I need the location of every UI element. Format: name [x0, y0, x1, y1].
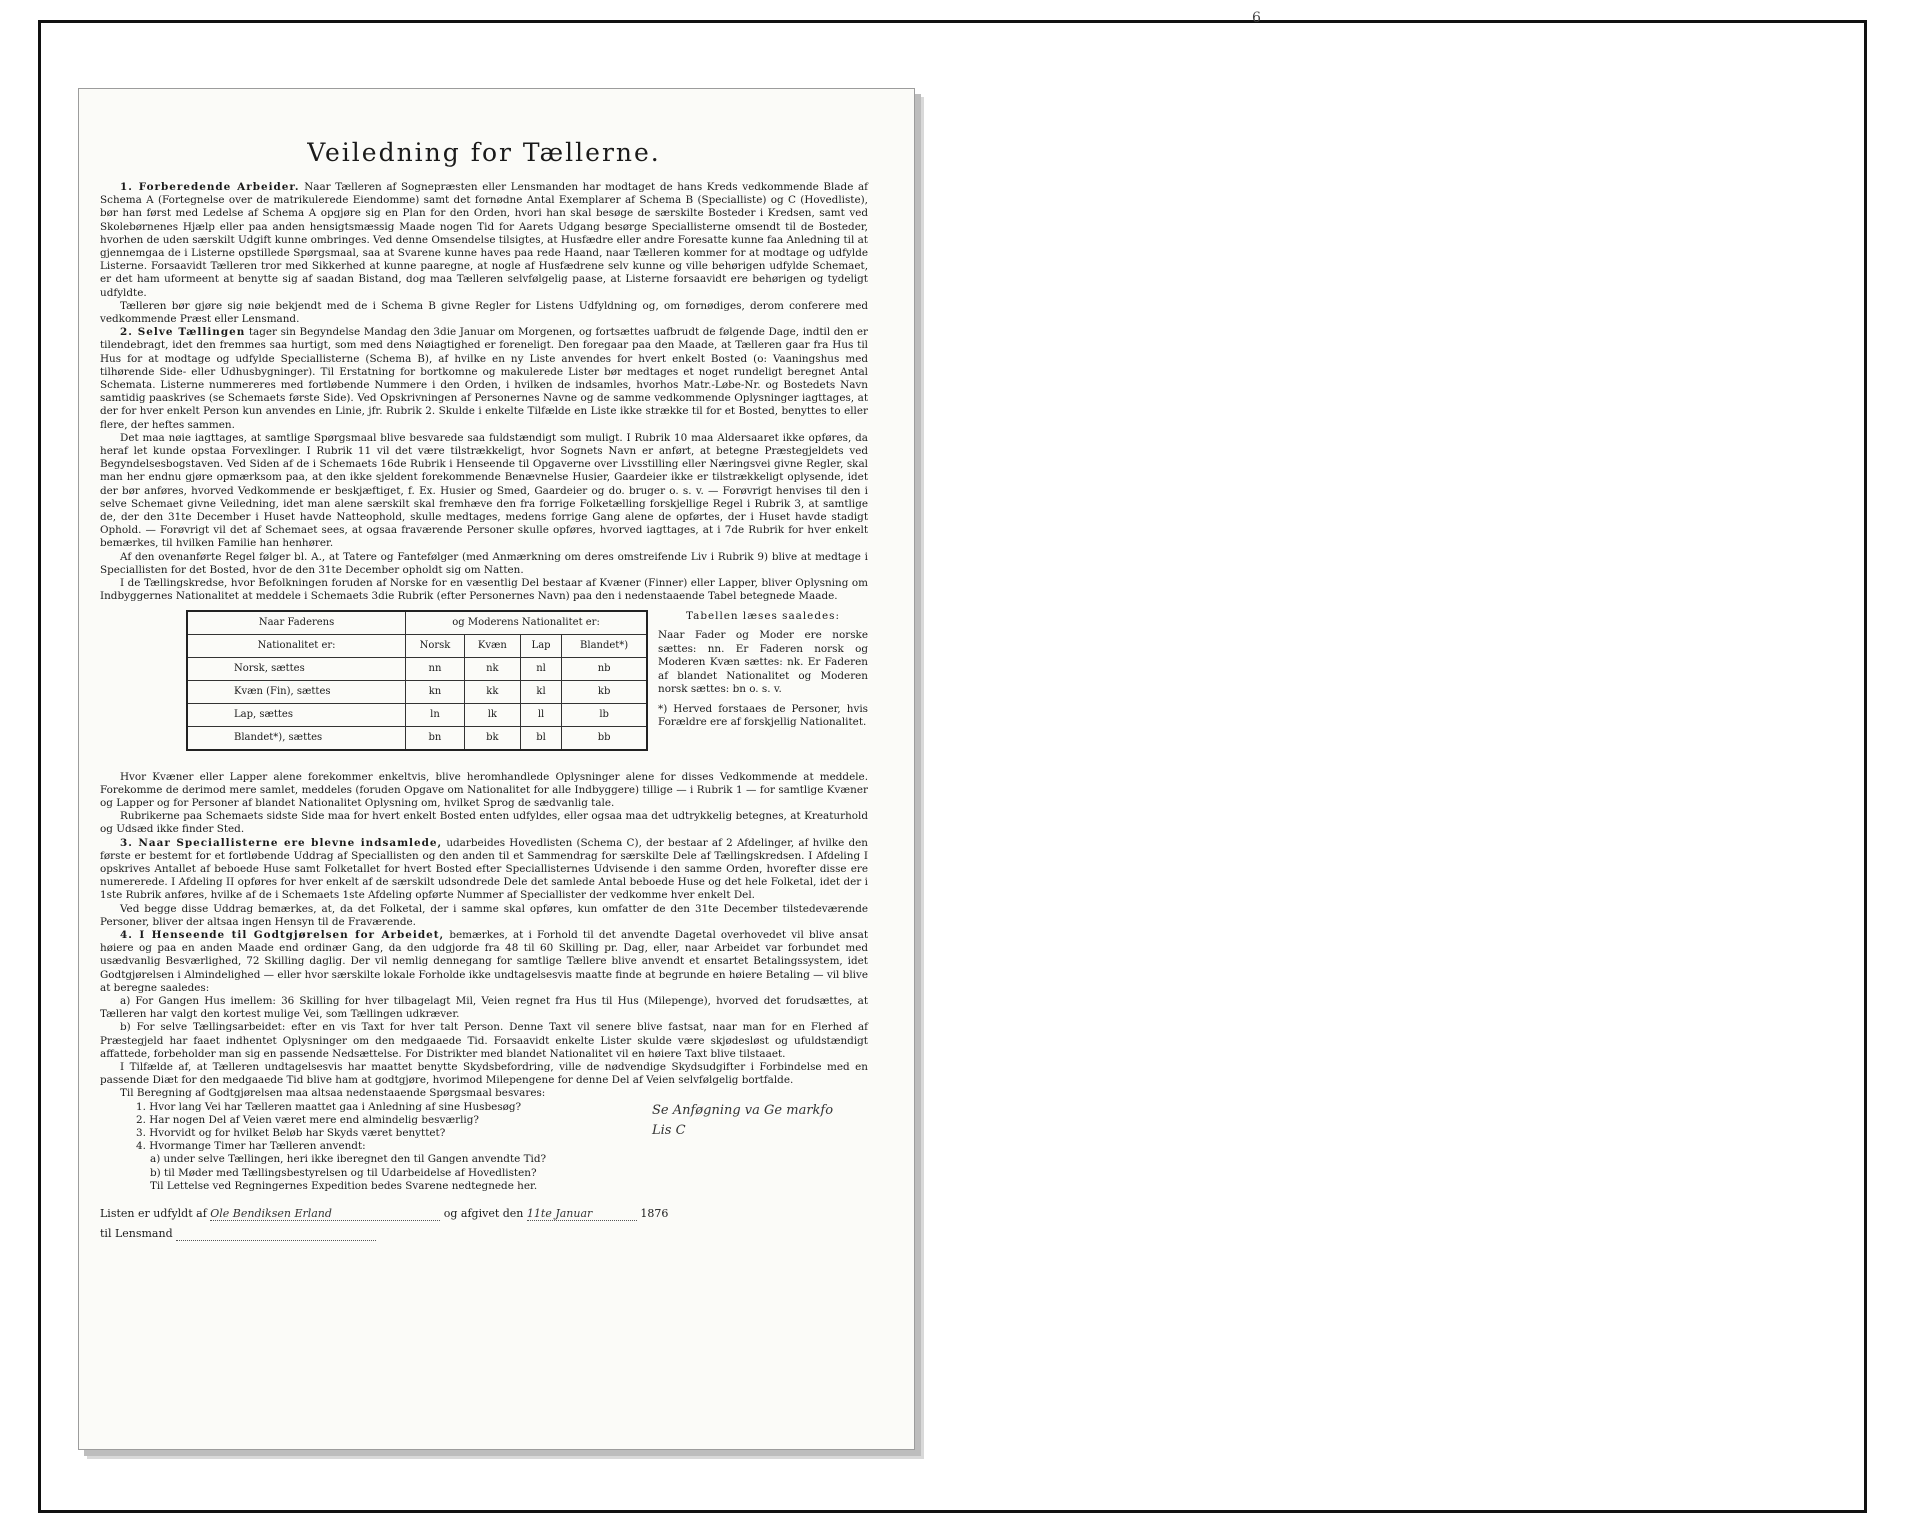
section-1-text: Naar Tælleren af Sognepræsten eller Lensmanden har modtaget de hans Kreds vedkommende Blade af Schema A (Fortegnelse over de matrikulerede Eiendomme) samt det fornødne Antal Exemplarer af Schema B (Specialliste) og C (Hovedliste), bør han først med Ledelse af Schema A opgjøre sig en Plan for den Orden, hvori han skal besøge de særskilte Bosteder i Kredsen, samt ved Skolebørnenes Hjælp eller paa anden hensigtsmæssig Maade nogen Tid for Aarets Udgang besørge Speciallisterne omsendt til de Bosteder, hvorhen de uden særskilt Udgift kunne ombringes. Ved denne Omsendelse tilsigtes, at Husfædre eller andre Foresatte kunne faa Anledning til at gjennemgaa de i Listerne opstillede Spørgsmaal, saa at Svarene kunne haves paa rede Haand, naar Tælleren kommer for at modtage og udfylde Listerne. Forsaavidt Tælleren tror med Sikkerhed at kunne paaregne, at nogle af Husfædrene selv kunne og ville behørigen udfylde Schemaet, er det ham uformeent at benytte sig af saadan Bistand, dog maa Tælleren selvfølgelig paase, at Listerne forsaavidt ere behørigen og tydeligt udfyldte.	[100, 181, 869, 299]
table-cell: nk	[464, 657, 520, 680]
question-item: 2. Har nogen Del af Veien været mere end almindelig besværlig?	[136, 1113, 479, 1126]
section-3-heading: 3. Naar Speciallisterne ere blevne indsamlede,	[120, 836, 443, 849]
question-item: 3. Hvorvidt og for hvilket Beløb har Skyds været benyttet?	[136, 1126, 446, 1139]
section-1-heading: 1. Forberedende Arbeider.	[120, 181, 300, 193]
table-cell: nn	[406, 657, 465, 680]
table-row	[187, 680, 647, 703]
section-4-heading: 4. I Henseende til Godtgjørelsen for Arbeidet,	[120, 928, 445, 941]
section-2-text4: I de Tællingskredse, hvor Befolkningen foruden af Norske for en væsentlig Del bestaar af Kvæner (Finner) eller Lapper, bliver Oplysning om Indbyggernes Nationalitet at meddele i Schemaets 3die Rubrik (efter Personernes Navn) paa den i nedenstaaende Tabel betegnede Maade.	[100, 577, 868, 603]
table-cell: kl	[520, 680, 561, 703]
nationality-table-area	[100, 610, 868, 765]
lensmand-line	[100, 1227, 868, 1241]
document-title: Veiledning for Tællerne.	[307, 138, 661, 167]
section-2	[100, 326, 868, 432]
question-item: 4. Hvormange Timer har Tælleren anvendt:	[136, 1140, 366, 1153]
table-cell: nl	[520, 657, 561, 680]
table-note-text: Naar Fader og Moder ere norske sættes: nn. Er Faderen norsk og Moderen Kvæn sættes: nk. Er Faderen af blandet Nationalitet og Moderen norsk sættes: bn o. s. v.	[658, 629, 868, 695]
table-row	[187, 657, 647, 680]
signature-year: 1876	[640, 1207, 669, 1220]
section-4-item-a: a) For Gangen Hus imellem: 36 Skilling for hver tilbagelagt Mil, Veien regnet fra Hus til Hus (Milepenge), hvorved det forudsættes, at Tælleren har valgt den kortest mulige Vei, som Tællingen udkræver.	[100, 994, 868, 1021]
table-row	[187, 703, 647, 726]
after-table-text2: Rubrikerne paa Schemaets sidste Side maa for hvert enkelt Bosted enten udfyldes, eller ogsaa maa det udtrykkelig betegnes, at Kreaturhold og Udsæd ikke finder Sted.	[100, 810, 868, 836]
table-col-header: Lap	[520, 634, 561, 657]
section-4-item-b: b) For selve Tællingsarbeidet: efter en vis Taxt for hver talt Person. Denne Taxt vil senere blive fastsat, naar man for en Flerhed af Præstegjeld har faaet indhentet Oplysninger om den medgaaede Tid. Forsaavidt enkelte Lister skulde være skjødesløst og ufuldstændigt affattede, forbeholder man sig en passende Nedsættelse. For Distrikter med blandet Nationalitet vil en høiere Taxt blive tilstaaet.	[100, 1021, 868, 1060]
questions-area	[100, 1101, 868, 1193]
scan-mark: 6	[1252, 10, 1261, 26]
table-col-header: Blandet*)	[562, 634, 647, 657]
signature-line	[100, 1207, 868, 1221]
table-header-right: og Moderens Nationalitet er:	[406, 611, 647, 635]
handwritten-answer: Se Anføgning va Ge markfo Lis C	[652, 1102, 834, 1138]
section-2-text: tager sin Begyndelse Mandag den 3die Januar om Morgenen, og fortsættes uafbrudt de følgende Dage, indtil den er tilendebragt, idet den fremmes saa hurtigt, som med dens Nøiagtighed er foreneligt. Den foregaar paa den Maade, at Tælleren gaar fra Hus til Hus for at modtage og udfylde Speciallisterne (Schema B), af hvilke en ny Liste anvendes for hvert enkelt Bosted (o: Vaaningshus med tilhørende Side- eller Udhusbygninger). Til Erstatning for bortkomne og makulerede Lister bør medtages et noget rundeligt beregnet Antal Schemata. Listerne nummereres med fortløbende Nummere i den Orden, i hvilken de indsamles, hvorhos Matr.-Løbe-Nr. og Bostedets Navn samtidig paaskrives (se Schemaets første Side). Ved Opskrivningen af Personernes Navne og de samme vedkommende Oplysninger iagttages, at der for hver enkelt Person kun anvendes en Linie, jfr. Rubrik 2. Skulde i enkelte Tilfælde en Liste ikke strække til for et Bosted, benyttes to eller flere, der heftes sammen.	[100, 326, 868, 431]
table-header-left-bottom: Nationalitet er:	[187, 634, 406, 657]
lensmand-label: til Lensmand	[100, 1227, 173, 1240]
table-cell: lb	[562, 703, 647, 726]
signature-prefix: Listen er udfyldt af	[100, 1207, 207, 1220]
table-cell: nb	[562, 657, 647, 680]
section-4-text3: Til Beregning af Godtgjørelsen maa altsaa nedenstaaende Spørgsmaal besvares:	[120, 1087, 546, 1100]
table-cell: kn	[406, 680, 465, 703]
table-note	[658, 610, 868, 736]
section-1	[100, 181, 868, 300]
table-col-header: Kvæn	[464, 634, 520, 657]
signature-date: 11te Januar	[527, 1207, 637, 1221]
table-footnote: *) Herved forstaaes de Personer, hvis Forældre ere af forskjellig Nationalitet.	[658, 702, 868, 728]
table-header-left-top: Naar Faderens	[187, 611, 406, 635]
table-cell: bb	[562, 726, 647, 750]
table-row-label: Blandet*), sættes	[187, 726, 406, 750]
section-4	[100, 929, 868, 995]
section-4-text: bemærkes, at i Forhold til det anvendte Dagetal overhovedet vil blive ansat høiere og paa en anden Maade end ordinær Gang, da den udgjorde fra 48 til 60 Skilling pr. Dag, eller, naar Arbeidet var forbundet med usædvanlig Besværlighed, 72 Skilling daglig. Der vil nemlig dennegang for samtlige Tællere blive anvendt et ensartet Betalingssystem, idet Godtgjørelsen i Almindelighed — eller hvor særskilte lokale Forholde ikke undtagelsesvis maatte finde at begrunde en høiere Betaling — vil blive at beregne saaledes:	[100, 928, 869, 994]
table-cell: kb	[562, 680, 647, 703]
section-2-text2: Det maa nøie iagttages, at samtlige Spørgsmaal blive besvarede saa fuldstændigt som muligt. I Rubrik 10 maa Aldersaaret ikke opføres, da heraf let kunde opstaa Forvexlinger. I Rubrik 11 vil det være tilstrækkeligt, hvor Sognets Navn er anført, at betegne Præstegjeldets ved Begyndelsesbogstaven. Ved Siden af de i Schemaets 16de Rubrik i Henseende til Opgaverne over Livsstilling eller Næringsvei givne Regler, skal man her endnu gjøre opmærksom paa, at den ikke sjeldent forekommende Benævnelse Husier, Gaardeier ikke er tilstrækkeligt oplysende, idet der bør anføres, hvorved Vedkommende er beskjæftiget, f. Ex. Husier og Smed, Gaardeier og do. bruger o. s. v. — Forøvrigt henvises til den i selve Schemaet givne Veiledning, idet man alene særskilt skal fremhæve den fra forrige Folketælling forskjellige Regel i Rubrik 3, at samtlige de, der den 31te December i Huset havde Natteophold, skulle medtages, medens forrige Gang alene de opførtes, der i Huset havde stadigt Ophold. — Forøvrigt vil det af Schemaet sees, at ogsaa fraværende Personer skulle opføres, hvorved iagttages, at i 7de Rubrik for hver enkelt bemærkes, til hvilken Familie han henhører.	[100, 431, 868, 550]
table-row-label: Kvæn (Fin), sættes	[187, 680, 406, 703]
table-cell: bn	[406, 726, 465, 750]
section-3-text2: Ved begge disse Uddrag bemærkes, at, da det Folketal, der i samme skal opføres, kun omfatter de den 31te December tilstedeværende Personer, bliver der altsaa ingen Hensyn til de Fraværende.	[100, 902, 868, 928]
table-cell: ll	[520, 703, 561, 726]
document-content	[100, 90, 868, 1400]
table-row	[187, 726, 647, 750]
lensmand-blank	[176, 1227, 376, 1241]
table-cell: bl	[520, 726, 561, 750]
table-row-label: Lap, sættes	[187, 703, 406, 726]
section-3-text: udarbeides Hovedlisten (Schema C), der bestaar af 2 Afdelinger, af hvilke den første er bestemt for et fortløbende Uddrag af Speciallisten og den anden til et Sammendrag for særskilte Dele af Tællingskredsen. I Afdeling I opskrives Antallet af beboede Huse samt Folketallet for hvert Bosted efter Speciallisternes Udvisende i den samme Orden, hvorefter disse ere numererede. I Afdeling II opføres for hver enkelt af de særskilt udsondrede Dele det samlede Antal beboede Huse og det hele Folketal, idet der i 1ste Rubrik anføres, hvilke af de i Schemaets 1ste Afdeling opførte Nummer af Speciallister der vedkomme hver enkelt Del.	[100, 836, 868, 902]
signature-name: Ole Bendiksen Erland	[210, 1207, 440, 1221]
nationality-table	[186, 610, 648, 751]
question-item: a) under selve Tællingen, heri ikke iberegnet den til Gangen anvendte Tid?	[150, 1153, 547, 1166]
question-item: b) til Møder med Tællingsbestyrelsen og til Udarbeidelse af Hovedlisten?	[150, 1166, 537, 1179]
table-col-header: Norsk	[406, 634, 465, 657]
section-4-text2: I Tilfælde af, at Tælleren undtagelsesvis har maattet benytte Skydsbefordring, ville de nødvendige Skydsudgifter i Forbindelse med en passende Diæt for den medgaaede Tid blive ham at godtgjøre, hvorimod Milepengene for denne Del af Veien selvfølgelig bortfalde.	[100, 1060, 868, 1087]
table-cell: lk	[464, 703, 520, 726]
section-2-text3: Af den ovenanførte Regel følger bl. A., at Tatere og Fantefølger (med Anmærkning om deres omstreifende Liv i Rubrik 9) blive at medtage i Speciallisten for det Bosted, hvor de den 31te December opholdt sig om Natten.	[100, 550, 868, 576]
table-cell: ln	[406, 703, 465, 726]
question-item: 1. Hvor lang Vei har Tælleren maattet gaa i Anledning af sine Husbesøg?	[136, 1100, 522, 1113]
signature-middle: og afgivet den	[443, 1207, 524, 1220]
section-2-heading: 2. Selve Tællingen	[120, 326, 246, 339]
question-item: Til Lettelse ved Regningernes Expedition bedes Svarene nedtegnede her.	[150, 1179, 538, 1192]
section-3	[100, 837, 868, 903]
table-cell: kk	[464, 680, 520, 703]
table-row-label: Norsk, sættes	[187, 657, 406, 680]
table-cell: bk	[464, 726, 520, 750]
after-table-text1: Hvor Kvæner eller Lapper alene forekommer enkeltvis, blive heromhandlede Oplysninger alene for disses Vedkommende at meddele. Forekomme de derimod mere samlet, meddeles (foruden Opgave om Nationalitet for alle Indbyggere) tillige — i Rubrik 1 — for samtlige Kvæner og Lapper og for Personer af blandet Nationalitet Oplysning om, hvilket Sprog de sædvanlig tale.	[100, 770, 868, 809]
table-note-heading: Tabellen læses saaledes:	[686, 609, 840, 622]
section-1-text2: Tælleren bør gjøre sig nøie bekjendt med de i Schema B givne Regler for Listens Udfyldning og, om fornødiges, derom conferere med vedkommende Præst eller Lensmand.	[100, 299, 868, 326]
